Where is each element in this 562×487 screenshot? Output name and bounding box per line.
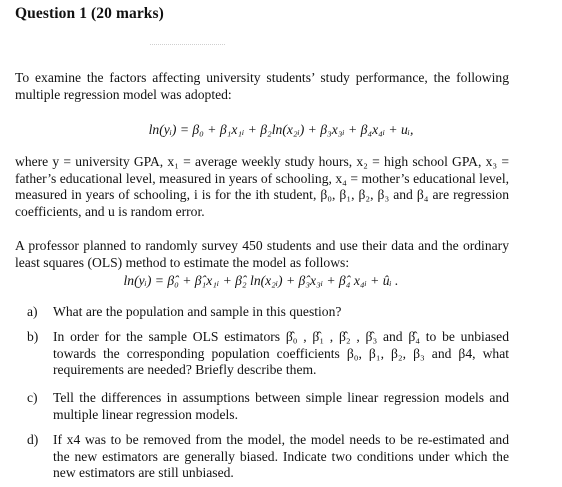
item-text: What are the population and sample in this question? <box>53 304 342 319</box>
item-marker: b) <box>27 329 39 344</box>
item-marker: a) <box>27 304 38 319</box>
item-text: If x4 was to be removed from the model, the model needs to be re-estimated and the new estimators are generally biased. Indicate two conditions under which the new estimators are still unbiased. <box>53 432 509 480</box>
faint-rule <box>150 44 225 46</box>
variable-definitions: where y = university GPA, x₁ = average weekly study hours, x₂ = high school GPA, x₃ = father’s educational level, measured in years of schooling, x₄ = mother’s educational level, measured in years of schooling, i is for the ith student, β₀, β₁, β₂, β₃ and β₄ are regression coefficients, and u is random error. <box>15 154 509 219</box>
item-marker: d) <box>27 432 39 447</box>
item-text: In order for the sample OLS estimators β̂₀ , β̂₁ , β̂₂ , β̂₃ and β̂₄ to be unbiased towards the corresponding population coefficients β₀, β₁, β₂, β₃ and β4, what requirements are needed? Briefly describe them. <box>53 329 509 377</box>
item-text: Tell the differences in assumptions between simple linear regression models and multiple linear regression models. <box>53 390 509 422</box>
item-marker: c) <box>27 390 38 405</box>
intro-paragraph: To examine the factors affecting university students’ study performance, the following multiple regression model was adopted: <box>15 70 509 102</box>
model-equation: ln(yᵢ) = β₀ + β₁x₁ᵢ + β₂ln(x₂ᵢ) + β₃x₃ᵢ + β₄x₄ᵢ + uᵢ, <box>148 122 414 137</box>
question-title: Question 1 (20 marks) <box>15 5 164 22</box>
survey-paragraph: A professor planned to randomly survey 450 students and use their data and the ordinary least squares (OLS) method to estimate the model as follows: <box>15 238 509 270</box>
estimated-equation: ln(yᵢ) = β̂₀ + β̂₁x₁ᵢ + β̂₂ ln(x₂ᵢ) + β̂₃x₃ᵢ + β̂₄ x₄ᵢ + ûᵢ . <box>123 273 399 288</box>
